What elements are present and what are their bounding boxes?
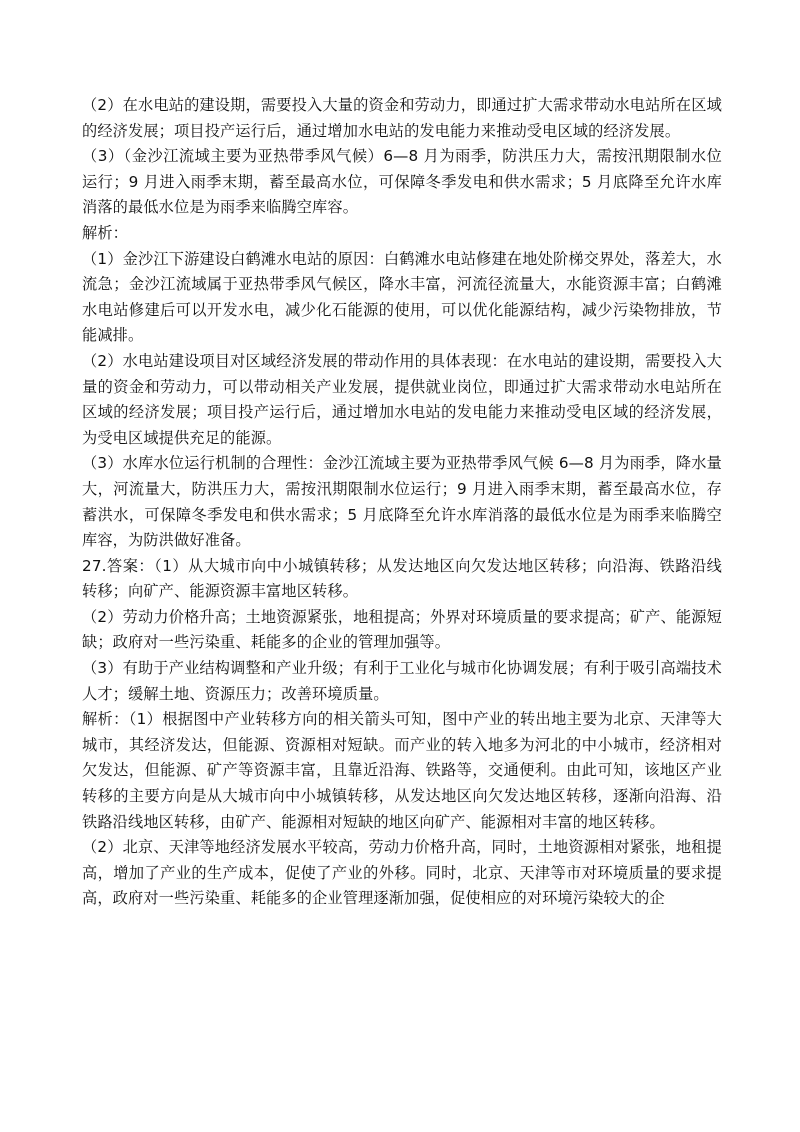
question-27-analysis-2: （2）北京、天津等地经济发展水平较高，劳动力价格升高，同时，土地资源相对紧张，地租提高，增加了产业的生产成本，促使了产业的外移。同时，北京、天津等市对环境质量的要求提高，政府对一些污染重、耗能多的企业管理逐渐加强，促使相应的对环境污染较大的企	[82, 838, 722, 908]
answer-3-paragraph: （3）（金沙江流域主要为亚热带季风气候）6—8 月为雨季，防洪压力大，需按汛期限制水位运行；9 月进入雨季末期，蓄至最高水位，可保障冬季发电和供水需求；5 月底降至允许水库消落的最低水位是为雨季来临腾空库容。	[82, 147, 722, 217]
answer-2-paragraph: （2）在水电站的建设期，需要投入大量的资金和劳动力，即通过扩大需求带动水电站所在区域的经济发展；项目投产运行后，通过增加水电站的发电能力来推动受电区域的经济发展。	[82, 96, 722, 140]
question-27-answer-3: （3）有助于产业结构调整和产业升级；有利于工业化与城市化协调发展；有利于吸引高端技术人才；缓解土地、资源压力；改善环境质量。	[82, 659, 722, 703]
question-27-analysis-1: 解析：（1）根据图中产业转移方向的相关箭头可知，图中产业的转出地主要为北京、天津等大城市，其经济发达，但能源、资源相对短缺。而产业的转入地多为河北的中小城市，经济相对欠发达，但能源、矿产等资源丰富，且靠近沿海、铁路等，交通便利。由此可知，该地区产业转移的主要方向是从大城市向中小城镇转移，从发达地区向欠发达地区转移，逐渐向沿海、沿铁路沿线地区转移，由矿产、能源相对短缺的地区向矿产、能源相对丰富的地区转移。	[82, 710, 722, 831]
analysis-3-paragraph: （3）水库水位运行机制的合理性：金沙江流域主要为亚热带季风气候 6—8 月为雨季，降水量大，河流量大，防洪压力大，需按汛期限制水位运行；9 月进入雨季末期，蓄至最高水位，存蓄洪水，可保障冬季发电和供水需求；5 月底降至允许水库消落的最低水位是为雨季来临腾空库容，为防洪做好准备。	[82, 454, 722, 550]
question-27-answer-1: 27.答案：（1）从大城市向中小城镇转移；从发达地区向欠发达地区转移；向沿海、铁路沿线转移；向矿产、能源资源丰富地区转移。	[82, 556, 722, 601]
document-page	[82, 93, 722, 912]
analysis-1-paragraph: （1）金沙江下游建设白鹤滩水电站的原因：白鹤滩水电站修建在地处阶梯交界处，落差大，水流急；金沙江流域属于亚热带季风气候区，降水丰富，河流径流量大，水能资源丰富；白鹤滩水电站修建后可以开发水电，减少化石能源的使用，可以优化能源结构，减少污染物排放，节能减排。	[82, 249, 722, 345]
question-27-answer-2: （2）劳动力价格升高；土地资源紧张，地租提高；外界对环境质量的要求提高；矿产、能源短缺；政府对一些污染重、耗能多的企业的管理加强等。	[82, 607, 722, 652]
analysis-heading: 解析：	[82, 223, 129, 242]
analysis-2-paragraph: （2）水电站建设项目对区域经济发展的带动作用的具体表现：在水电站的建设期，需要投入大量的资金和劳动力，可以带动相关产业发展，提供就业岗位，即通过扩大需求带动水电站所在区域的经济发展；项目投产运行后，通过增加水电站的发电能力来推动受电区域的经济发展，为受电区域提供充足的能源。	[82, 351, 722, 447]
